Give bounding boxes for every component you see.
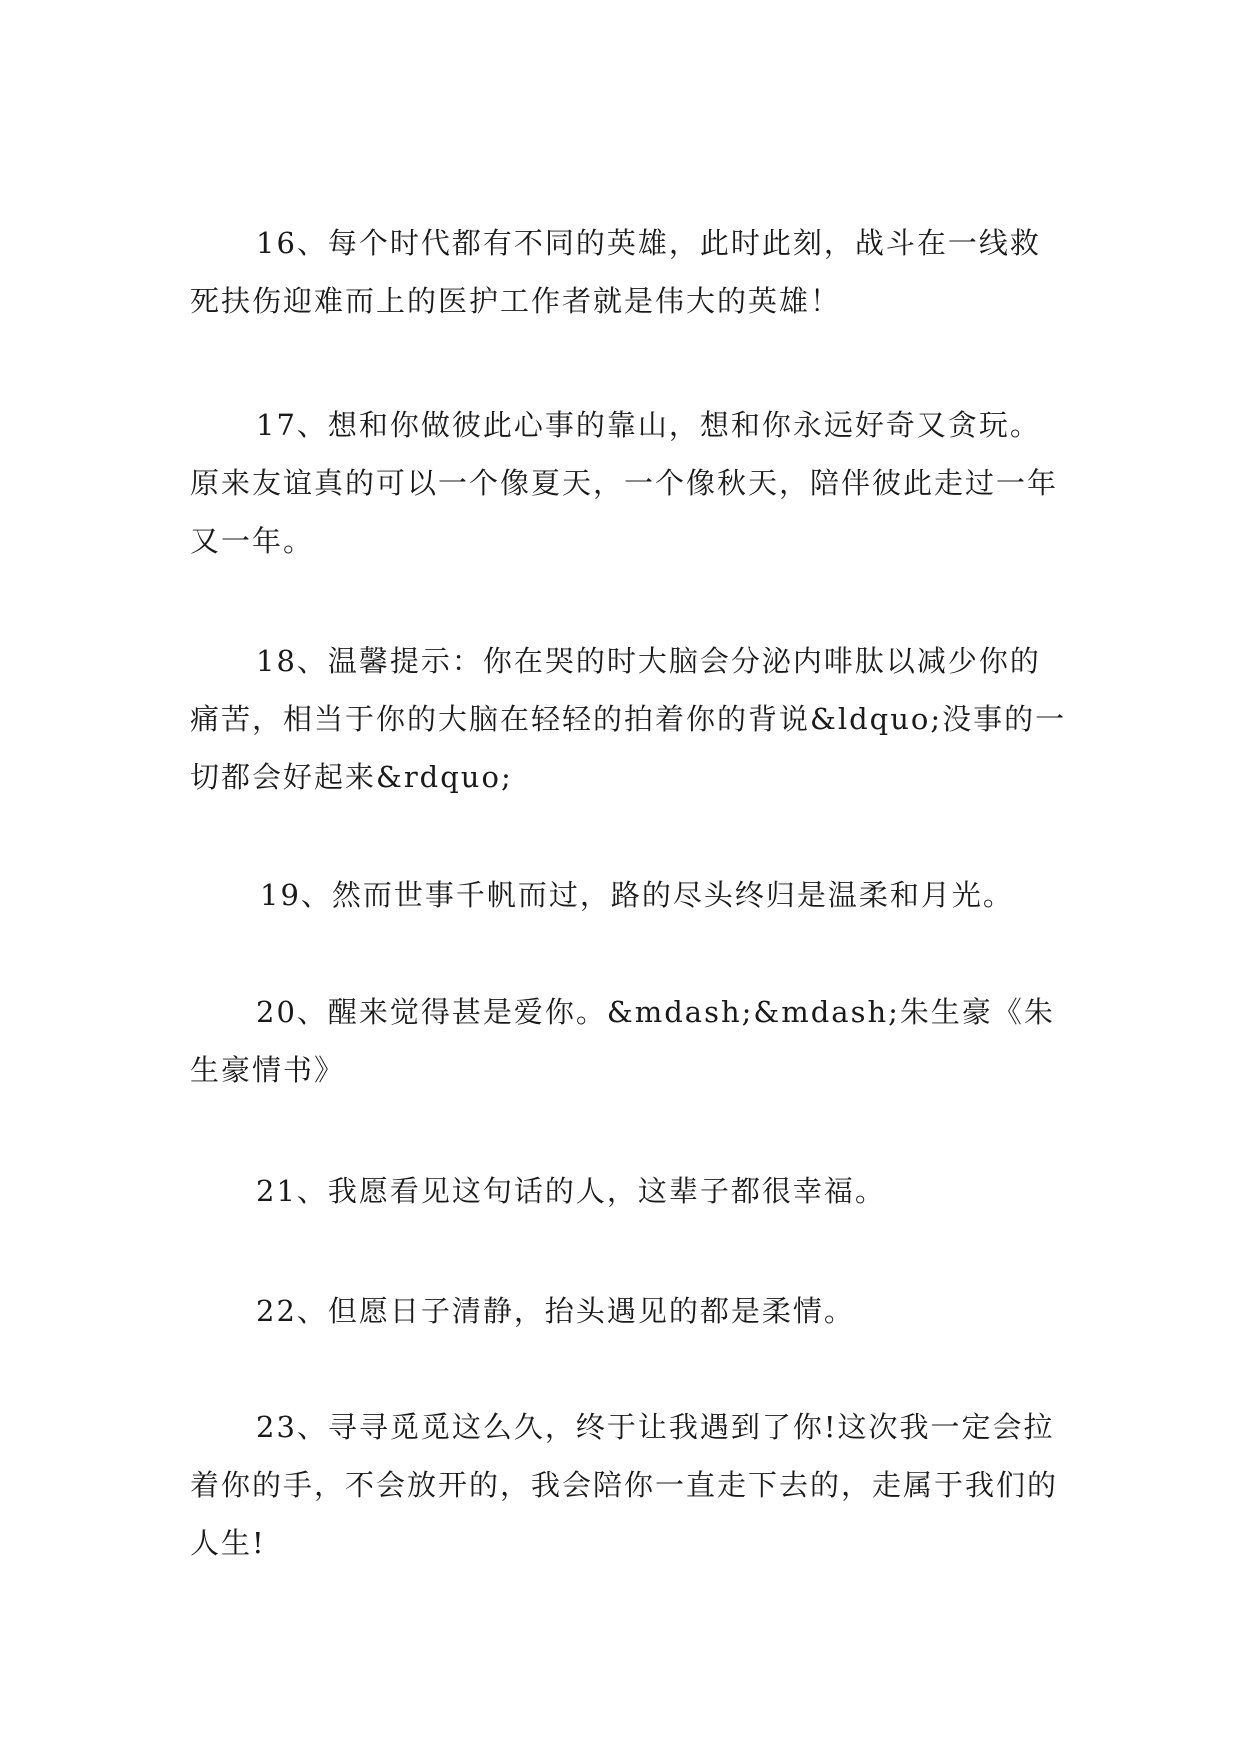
paragraph-23: 23、寻寻觅觅这么久，终于让我遇到了你!这次我一定会拉着你的手，不会放开的，我会陪你一直走下去的，走属于我们的人生! — [190, 1410, 1059, 1560]
paragraph-16: 16、每个时代都有不同的英雄，此时此刻，战斗在一线救死扶伤迎难而上的医护工作者就是伟大的英雄！ — [190, 226, 1041, 318]
paragraph-17: 17、想和你做彼此心事的靠山，想和你永远好奇又贪玩。原来友谊真的可以一个像夏天，一个像秋天，陪伴彼此走过一年又一年。 — [190, 408, 1059, 558]
paragraph-21: 21、我愿看见这句话的人，这辈子都很幸福。 — [256, 1174, 886, 1208]
paragraph-20: 20、醒来觉得甚是爱你。&mdash;&mdash;朱生豪《朱生豪情书》 — [190, 995, 1055, 1087]
paragraph-18: 18、温馨提示：你在哭的时大脑会分泌内啡肽以减少你的痛苦，相当于你的大脑在轻轻的拍着你的背说&ldquo;没事的一切都会好起来&rdquo; — [190, 644, 1067, 794]
paragraph-19: 19、然而世事千帆而过，路的尽头终归是温柔和月光。 — [260, 878, 1014, 912]
paragraph-22: 22、但愿日子清静，抬头遇见的都是柔情。 — [256, 1294, 855, 1328]
